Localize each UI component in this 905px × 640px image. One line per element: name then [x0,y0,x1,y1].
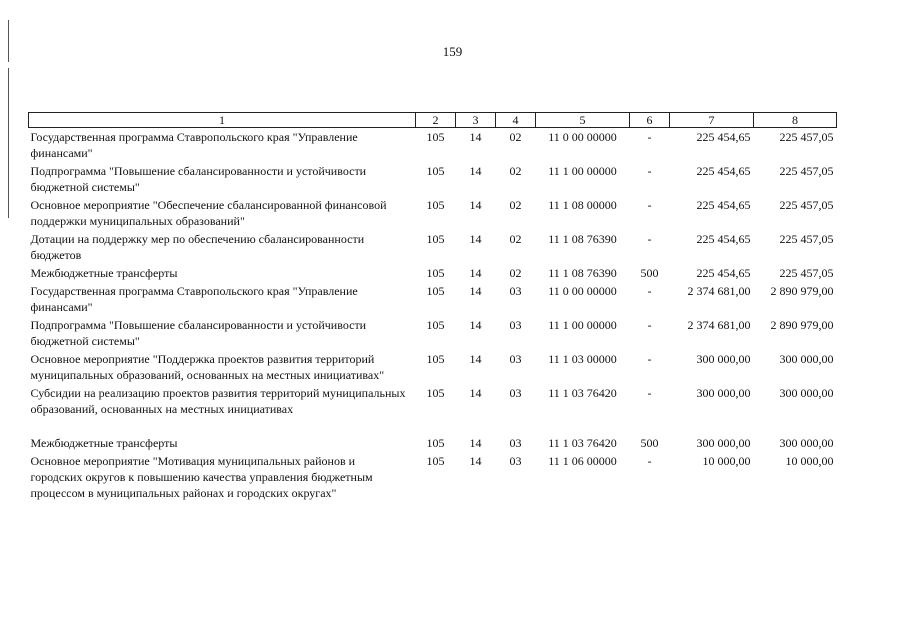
cell-col8: 2 890 979,00 [770,318,834,332]
cell-col8: 225 457,05 [779,164,834,178]
page-number: 159 [442,44,463,59]
cell-col7: 225 454,65 [696,164,751,178]
cell-col4: 03 [509,436,522,450]
table-row [29,196,837,230]
budget-table [28,112,837,502]
row-name: Государственная программа Ставропольского края "Управление финансами" [30,130,358,160]
header-row [29,113,837,128]
cell-col6: - [647,164,652,178]
cell-col4: 02 [509,198,522,212]
row-name: Межбюджетные трансферты [30,266,178,280]
cell-col6: 500 [640,436,659,450]
cell-col5: 11 1 00 00000 [548,318,617,332]
cell-col5: 11 1 08 76390 [548,266,617,280]
cell-col8: 225 457,05 [779,130,834,144]
table-row [29,128,837,163]
cell-col8: 300 000,00 [779,436,834,450]
row-name: Межбюджетные трансферты [30,436,178,450]
cell-col3: 14 [469,232,482,246]
cell-col7: 225 454,65 [696,266,751,280]
cell-col3: 14 [469,164,482,178]
cell-col8: 225 457,05 [779,266,834,280]
cell-col8: 225 457,05 [779,232,834,246]
cell-col4: 03 [509,454,522,468]
cell-col7: 300 000,00 [696,386,751,400]
cell-col7: 225 454,65 [696,232,751,246]
cell-col7: 225 454,65 [696,198,751,212]
cell-col5: 11 0 00 00000 [548,284,617,298]
cell-col7: 225 454,65 [696,130,751,144]
row-name: Дотации на поддержку мер по обеспечению сбалансированности бюджетов [30,232,365,262]
table-row [29,264,837,282]
cell-col2: 105 [426,130,445,144]
table-row [29,282,837,316]
cell-col2: 105 [426,266,445,280]
cell-col2: 105 [426,198,445,212]
cell-col4: 02 [509,164,522,178]
cell-col2: 105 [426,386,445,400]
table-row [29,316,837,350]
cell-col6: - [647,232,652,246]
cell-col8: 300 000,00 [779,352,834,366]
cell-col3: 14 [469,198,482,212]
cell-col7: 2 374 681,00 [687,284,751,298]
row-name: Основное мероприятие "Обеспечение сбалансированной финансовой поддержки муниципальных образований" [30,198,387,228]
cell-col6: 500 [640,266,659,280]
cell-col3: 14 [469,386,482,400]
cell-col5: 11 0 00 00000 [548,130,617,144]
cell-col5: 11 1 08 76390 [548,232,617,246]
cell-col8: 2 890 979,00 [770,284,834,298]
cell-col6: - [647,352,652,366]
cell-col2: 105 [426,436,445,450]
table-row [29,434,837,452]
cell-col5: 11 1 03 76420 [548,436,617,450]
column-header: 3 [456,113,496,128]
cell-col3: 14 [469,284,482,298]
cell-col4: 03 [509,318,522,332]
cell-col6: - [647,284,652,298]
cell-col2: 105 [426,318,445,332]
cell-col4: 02 [509,130,522,144]
column-header: 1 [29,113,416,128]
cell-col3: 14 [469,130,482,144]
table-row [29,350,837,384]
cell-col4: 03 [509,352,522,366]
cell-col2: 105 [426,284,445,298]
row-name: Субсидии на реализацию проектов развития территорий муниципальных образований, основанных на местных инициативах [30,386,406,416]
cell-col6: - [647,386,652,400]
row-name: Основное мероприятие "Поддержка проектов развития территорий муниципальных образований, основанных на местных инициативах" [30,352,385,382]
cell-col5: 11 1 00 00000 [548,164,617,178]
cell-col2: 105 [426,232,445,246]
cell-col3: 14 [469,436,482,450]
row-name: Подпрограмма "Повышение сбалансированности и устойчивости бюджетной системы" [30,318,367,348]
row-name: Подпрограмма "Повышение сбалансированности и устойчивости бюджетной системы" [30,164,367,194]
column-header: 6 [630,113,670,128]
cell-col2: 105 [426,352,445,366]
table-row [29,230,837,264]
column-header: 5 [536,113,630,128]
cell-col3: 14 [469,352,482,366]
cell-col5: 11 1 03 00000 [548,352,617,366]
cell-col8: 10 000,00 [785,454,834,468]
cell-col7: 10 000,00 [702,454,751,468]
column-header: 8 [754,113,837,128]
cell-col7: 2 374 681,00 [687,318,751,332]
cell-col8: 300 000,00 [779,386,834,400]
cell-col7: 300 000,00 [696,352,751,366]
column-header: 2 [416,113,456,128]
row-name: Государственная программа Ставропольского края "Управление финансами" [30,284,358,314]
cell-col5: 11 1 08 00000 [548,198,617,212]
cell-col6: - [647,130,652,144]
cell-col3: 14 [469,454,482,468]
column-header: 7 [670,113,754,128]
row-name: Основное мероприятие "Мотивация муниципальных районов и городских округов к повышению качества управления бюджетным процессом в муниципальных районах и городских округах" [30,454,373,500]
cell-col5: 11 1 06 00000 [548,454,617,468]
cell-col4: 02 [509,232,522,246]
table-row [29,384,837,434]
cell-col6: - [647,454,652,468]
cell-col2: 105 [426,164,445,178]
column-header: 4 [496,113,536,128]
cell-col3: 14 [469,266,482,280]
cell-col4: 03 [509,284,522,298]
cell-col8: 225 457,05 [779,198,834,212]
cell-col5: 11 1 03 76420 [548,386,617,400]
table-row [29,452,837,502]
cell-col2: 105 [426,454,445,468]
margin-line [8,68,9,218]
table-row [29,162,837,196]
cell-col4: 02 [509,266,522,280]
cell-col6: - [647,198,652,212]
cell-col7: 300 000,00 [696,436,751,450]
cell-col4: 03 [509,386,522,400]
cell-col3: 14 [469,318,482,332]
cell-col6: - [647,318,652,332]
